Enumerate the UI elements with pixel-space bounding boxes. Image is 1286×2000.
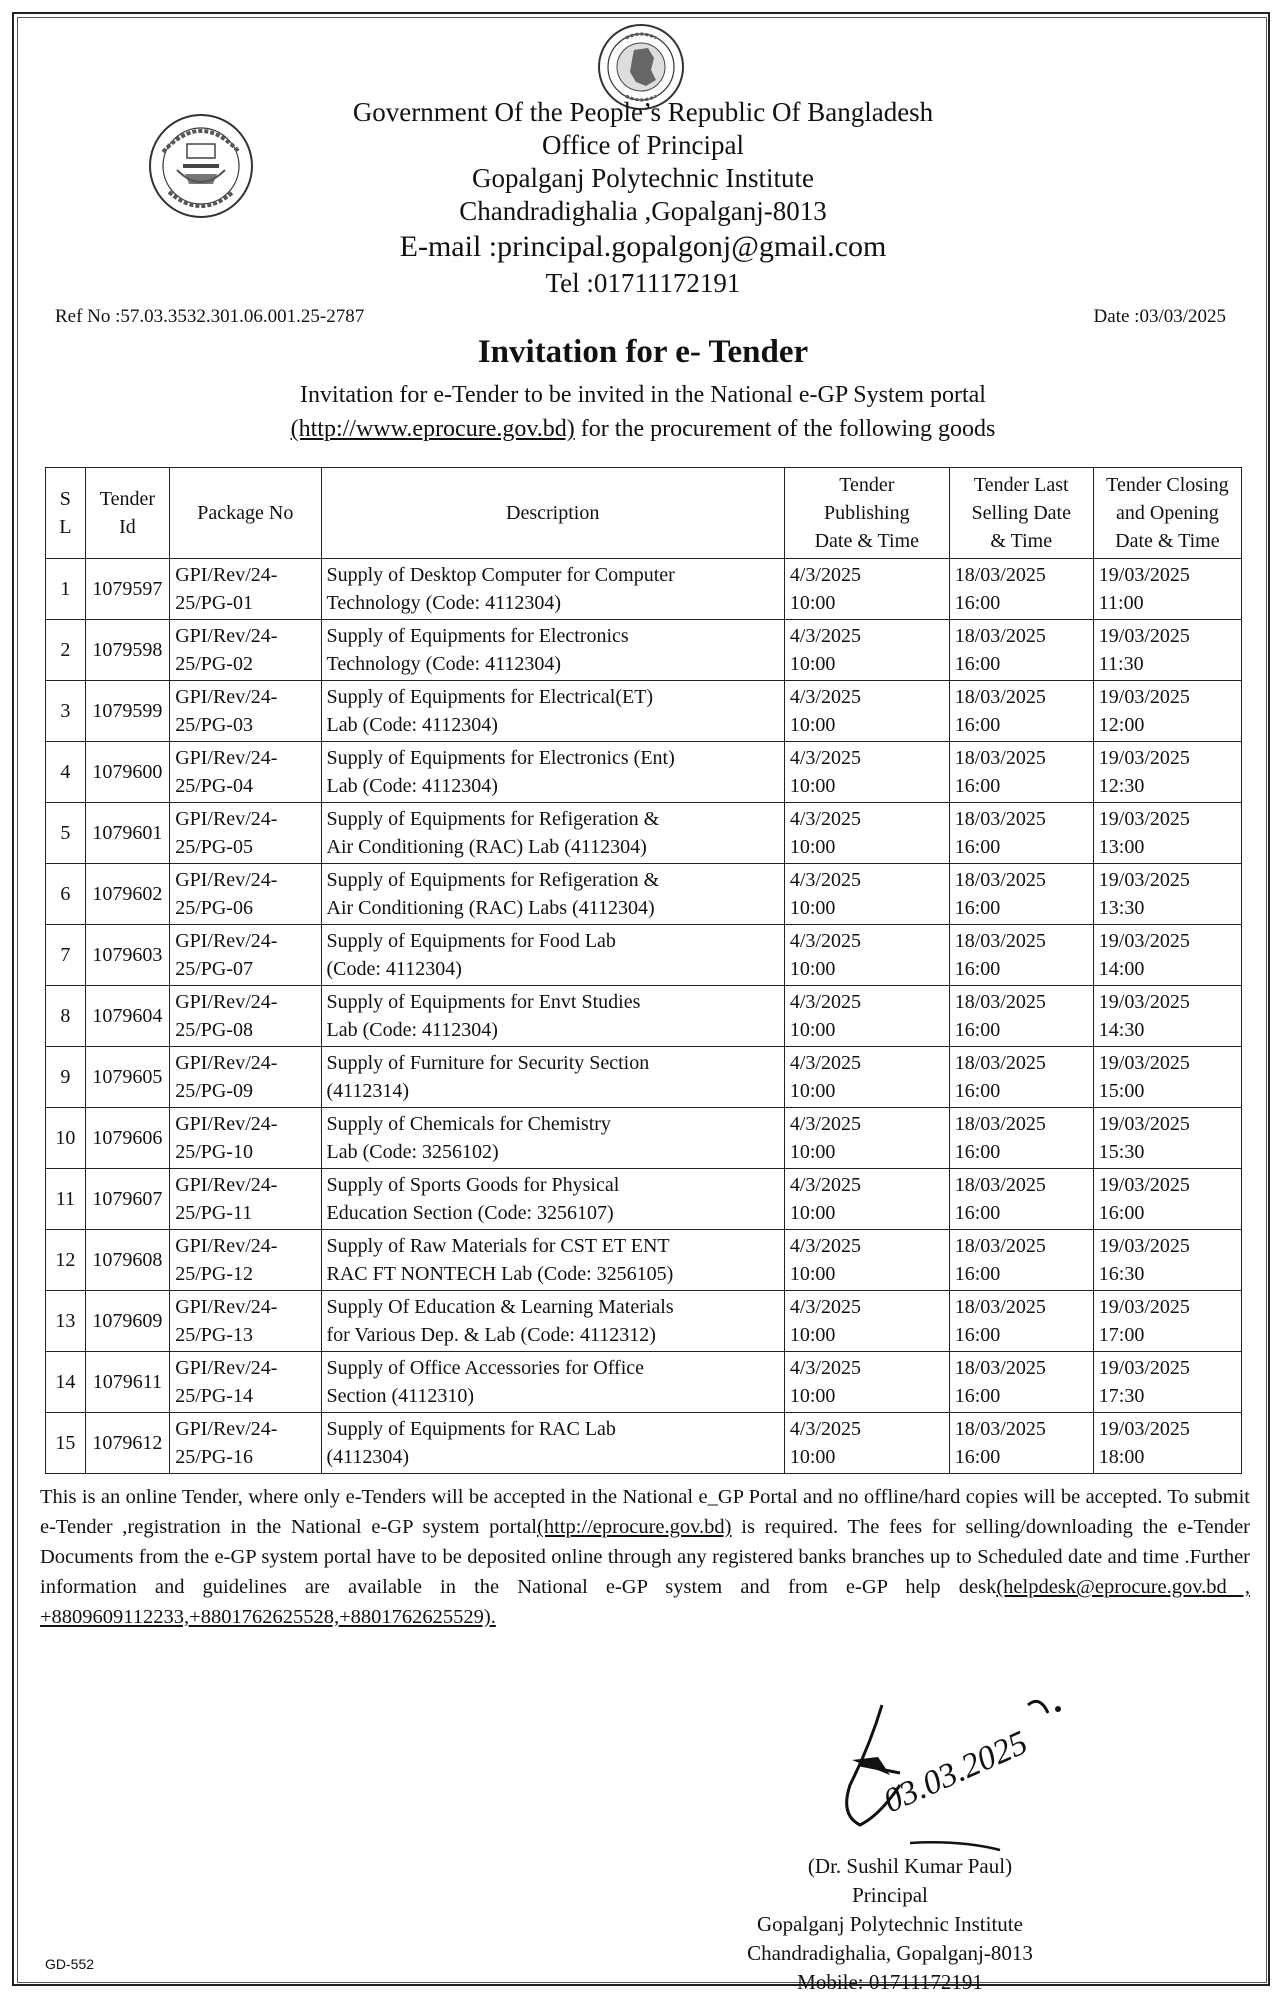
cell-publishing: 4/3/2025 10:00 xyxy=(784,742,949,803)
cell-sl: 3 xyxy=(46,681,86,742)
cell-publishing: 4/3/2025 10:00 xyxy=(784,1169,949,1230)
reference-number: Ref No :57.03.3532.301.06.001.25-2787 xyxy=(55,306,365,327)
header-address: Chandradighalia ,Gopalganj-8013 xyxy=(459,196,827,226)
cell-package-no: GPI/Rev/24- 25/PG-13 xyxy=(170,1291,321,1352)
cell-description: Supply of Equipments for Food Lab (Code: 4112304) xyxy=(321,925,784,986)
cell-package-no: GPI/Rev/24- 25/PG-08 xyxy=(170,986,321,1047)
cell-selling: 18/03/2025 16:00 xyxy=(949,1413,1093,1474)
cell-description: Supply of Sports Goods for Physical Education Section (Code: 3256107) xyxy=(321,1169,784,1230)
eprocure-link[interactable]: (http://www.eprocure.gov.bd) xyxy=(290,416,575,442)
subtitle-rest: for the procurement of the following goods xyxy=(574,416,996,442)
cell-closing: 19/03/2025 16:30 xyxy=(1093,1230,1241,1291)
cell-tender-id: 1079608 xyxy=(85,1230,170,1291)
cell-package-no: GPI/Rev/24- 25/PG-14 xyxy=(170,1352,321,1413)
cell-package-no: GPI/Rev/24- 25/PG-01 xyxy=(170,559,321,620)
cell-package-no: GPI/Rev/24- 25/PG-16 xyxy=(170,1413,321,1474)
handwritten-date: 03.03.2025 xyxy=(878,1724,1034,1821)
eprocure-portal-link[interactable]: (http://eprocure.gov.bd) xyxy=(537,1516,732,1538)
cell-publishing: 4/3/2025 10:00 xyxy=(784,1413,949,1474)
cell-closing: 19/03/2025 15:00 xyxy=(1093,1047,1241,1108)
cell-selling: 18/03/2025 16:00 xyxy=(949,742,1093,803)
header-sl: S L xyxy=(46,468,86,559)
helpdesk-contact-link[interactable]: (helpdesk@eprocure.gov.bd , +8809609112233,+8801762625528,+8801762625529). xyxy=(40,1576,1250,1628)
cell-description: Supply of Equipments for Envt Studies Lab (Code: 4112304) xyxy=(321,986,784,1047)
cell-tender-id: 1079606 xyxy=(85,1108,170,1169)
subtitle-line1: Invitation for e-Tender to be invited in the National e-GP System portal xyxy=(300,382,986,408)
cell-sl: 14 xyxy=(46,1352,86,1413)
cell-selling: 18/03/2025 16:00 xyxy=(949,1047,1093,1108)
cell-selling: 18/03/2025 16:00 xyxy=(949,1352,1093,1413)
cell-description: Supply of Equipments for Electronics Technology (Code: 4112304) xyxy=(321,620,784,681)
cell-sl: 2 xyxy=(46,620,86,681)
cell-publishing: 4/3/2025 10:00 xyxy=(784,864,949,925)
cell-sl: 4 xyxy=(46,742,86,803)
cell-closing: 19/03/2025 11:30 xyxy=(1093,620,1241,681)
cell-selling: 18/03/2025 16:00 xyxy=(949,1169,1093,1230)
cell-selling: 18/03/2025 16:00 xyxy=(949,1230,1093,1291)
table-row xyxy=(46,1413,1242,1474)
signature-block xyxy=(690,1852,1090,1997)
cell-publishing: 4/3/2025 10:00 xyxy=(784,1291,949,1352)
cell-tender-id: 1079604 xyxy=(85,986,170,1047)
cell-publishing: 4/3/2025 10:00 xyxy=(784,1108,949,1169)
cell-description: Supply of Desktop Computer for Computer Technology (Code: 4112304) xyxy=(321,559,784,620)
table-row xyxy=(46,925,1242,986)
table-header-row xyxy=(46,468,1242,559)
footer-code: GD-552 xyxy=(45,1956,95,1972)
cell-tender-id: 1079612 xyxy=(85,1413,170,1474)
table-row xyxy=(46,681,1242,742)
cell-sl: 13 xyxy=(46,1291,86,1352)
cell-tender-id: 1079599 xyxy=(85,681,170,742)
cell-sl: 7 xyxy=(46,925,86,986)
cell-selling: 18/03/2025 16:00 xyxy=(949,864,1093,925)
cell-package-no: GPI/Rev/24- 25/PG-09 xyxy=(170,1047,321,1108)
cell-description: Supply of Equipments for Electronics (Ent) Lab (Code: 4112304) xyxy=(321,742,784,803)
cell-closing: 19/03/2025 15:30 xyxy=(1093,1108,1241,1169)
cell-tender-id: 1079607 xyxy=(85,1169,170,1230)
header-email: E-mail :principal.gopalgonj@gmail.com xyxy=(399,230,887,263)
cell-publishing: 4/3/2025 10:00 xyxy=(784,986,949,1047)
table-row xyxy=(46,1291,1242,1352)
cell-closing: 19/03/2025 13:00 xyxy=(1093,803,1241,864)
cell-publishing: 4/3/2025 10:00 xyxy=(784,1352,949,1413)
cell-publishing: 4/3/2025 10:00 xyxy=(784,925,949,986)
cell-tender-id: 1079600 xyxy=(85,742,170,803)
header-office: Office of Principal xyxy=(542,130,744,160)
cell-sl: 6 xyxy=(46,864,86,925)
cell-description: Supply of Chemicals for Chemistry Lab (Code: 3256102) xyxy=(321,1108,784,1169)
table-row xyxy=(46,620,1242,681)
cell-description: Supply of Equipments for Electrical(ET) Lab (Code: 4112304) xyxy=(321,681,784,742)
cell-tender-id: 1079603 xyxy=(85,925,170,986)
signature-icon xyxy=(790,1665,1120,1865)
instructions-paragraph xyxy=(40,1482,1250,1632)
signatory-mobile: Mobile: 01711172191 xyxy=(797,1970,983,1994)
cell-closing: 19/03/2025 14:00 xyxy=(1093,925,1241,986)
cell-selling: 18/03/2025 16:00 xyxy=(949,986,1093,1047)
cell-closing: 19/03/2025 13:30 xyxy=(1093,864,1241,925)
cell-sl: 9 xyxy=(46,1047,86,1108)
header-tender-id: Tender Id xyxy=(85,468,170,559)
cell-description: Supply of Equipments for Refigeration & Air Conditioning (RAC) Labs (4112304) xyxy=(321,864,784,925)
cell-closing: 19/03/2025 17:30 xyxy=(1093,1352,1241,1413)
para-part2: is required. The fees for selling/downloading the e-Tender Documents from the e-GP system portal have to be deposited online through any registered banks branches up to Scheduled date and time .Further information and guidelines are available in the National e-GP system and from e-GP help desk xyxy=(40,1516,1250,1598)
table-row xyxy=(46,1169,1242,1230)
subtitle xyxy=(0,378,1286,446)
cell-tender-id: 1079602 xyxy=(85,864,170,925)
cell-publishing: 4/3/2025 10:00 xyxy=(784,559,949,620)
letterhead xyxy=(0,96,1286,300)
cell-closing: 19/03/2025 12:00 xyxy=(1093,681,1241,742)
cell-package-no: GPI/Rev/24- 25/PG-06 xyxy=(170,864,321,925)
table-row xyxy=(46,803,1242,864)
cell-tender-id: 1079598 xyxy=(85,620,170,681)
header-tel: Tel :01711172191 xyxy=(545,268,741,298)
cell-selling: 18/03/2025 16:00 xyxy=(949,925,1093,986)
cell-package-no: GPI/Rev/24- 25/PG-05 xyxy=(170,803,321,864)
table-row xyxy=(46,1230,1242,1291)
cell-closing: 19/03/2025 18:00 xyxy=(1093,1413,1241,1474)
cell-description: Supply of Office Accessories for Office Section (4112310) xyxy=(321,1352,784,1413)
cell-tender-id: 1079609 xyxy=(85,1291,170,1352)
cell-selling: 18/03/2025 16:00 xyxy=(949,681,1093,742)
cell-selling: 18/03/2025 16:00 xyxy=(949,620,1093,681)
cell-closing: 19/03/2025 16:00 xyxy=(1093,1169,1241,1230)
cell-sl: 1 xyxy=(46,559,86,620)
cell-closing: 19/03/2025 12:30 xyxy=(1093,742,1241,803)
signatory-address: Chandradighalia, Gopalganj-8013 xyxy=(747,1941,1033,1965)
header-selling: Tender Last Selling Date & Time xyxy=(949,468,1093,559)
cell-selling: 18/03/2025 16:00 xyxy=(949,559,1093,620)
cell-tender-id: 1079605 xyxy=(85,1047,170,1108)
cell-package-no: GPI/Rev/24- 25/PG-10 xyxy=(170,1108,321,1169)
document-date: Date :03/03/2025 xyxy=(1093,306,1226,327)
header-institute: Gopalganj Polytechnic Institute xyxy=(472,163,814,193)
tender-table xyxy=(45,467,1242,1474)
cell-tender-id: 1079601 xyxy=(85,803,170,864)
header-package-no: Package No xyxy=(170,468,321,559)
cell-package-no: GPI/Rev/24- 25/PG-12 xyxy=(170,1230,321,1291)
cell-publishing: 4/3/2025 10:00 xyxy=(784,620,949,681)
cell-tender-id: 1079611 xyxy=(85,1352,170,1413)
cell-publishing: 4/3/2025 10:00 xyxy=(784,803,949,864)
cell-closing: 19/03/2025 11:00 xyxy=(1093,559,1241,620)
page-title: Invitation for e- Tender xyxy=(477,334,809,370)
cell-package-no: GPI/Rev/24- 25/PG-03 xyxy=(170,681,321,742)
cell-sl: 5 xyxy=(46,803,86,864)
header-government: Government Of the People’s Republic Of Bangladesh xyxy=(352,97,934,127)
cell-description: Supply Of Education & Learning Materials for Various Dep. & Lab (Code: 4112312) xyxy=(321,1291,784,1352)
signatory-name: (Dr. Sushil Kumar Paul) xyxy=(807,1854,1013,1878)
cell-description: Supply of Equipments for RAC Lab (4112304) xyxy=(321,1413,784,1474)
table-row xyxy=(46,1108,1242,1169)
cell-package-no: GPI/Rev/24- 25/PG-07 xyxy=(170,925,321,986)
cell-closing: 19/03/2025 14:30 xyxy=(1093,986,1241,1047)
header-closing: Tender Closing and Opening Date & Time xyxy=(1093,468,1241,559)
cell-selling: 18/03/2025 16:00 xyxy=(949,803,1093,864)
cell-sl: 15 xyxy=(46,1413,86,1474)
cell-package-no: GPI/Rev/24- 25/PG-11 xyxy=(170,1169,321,1230)
cell-package-no: GPI/Rev/24- 25/PG-02 xyxy=(170,620,321,681)
cell-sl: 12 xyxy=(46,1230,86,1291)
header-publishing: Tender Publishing Date & Time xyxy=(784,468,949,559)
cell-sl: 10 xyxy=(46,1108,86,1169)
cell-selling: 18/03/2025 16:00 xyxy=(949,1108,1093,1169)
cell-selling: 18/03/2025 16:00 xyxy=(949,1291,1093,1352)
cell-publishing: 4/3/2025 10:00 xyxy=(784,681,949,742)
cell-tender-id: 1079597 xyxy=(85,559,170,620)
cell-description: Supply of Raw Materials for CST ET ENT RAC FT NONTECH Lab (Code: 3256105) xyxy=(321,1230,784,1291)
signatory-institute: Gopalganj Polytechnic Institute xyxy=(757,1912,1023,1936)
para-part1: This is an online Tender, where only e-Tenders will be accepted in the National e_GP Portal and no offline/hard copies will be accepted. To submit e-Tender ,registration in the National e-GP system portal xyxy=(40,1486,1250,1538)
cell-sl: 8 xyxy=(46,986,86,1047)
cell-description: Supply of Furniture for Security Section (4112314) xyxy=(321,1047,784,1108)
cell-publishing: 4/3/2025 10:00 xyxy=(784,1230,949,1291)
cell-description: Supply of Equipments for Refigeration & Air Conditioning (RAC) Lab (4112304) xyxy=(321,803,784,864)
table-row xyxy=(46,559,1242,620)
cell-publishing: 4/3/2025 10:00 xyxy=(784,1047,949,1108)
cell-package-no: GPI/Rev/24- 25/PG-04 xyxy=(170,742,321,803)
header-description: Description xyxy=(321,468,784,559)
table-row xyxy=(46,1047,1242,1108)
table-row xyxy=(46,986,1242,1047)
table-row xyxy=(46,742,1242,803)
table-row xyxy=(46,1352,1242,1413)
table-row xyxy=(46,864,1242,925)
signatory-designation: Principal xyxy=(852,1883,928,1907)
cell-sl: 11 xyxy=(46,1169,86,1230)
cell-closing: 19/03/2025 17:00 xyxy=(1093,1291,1241,1352)
